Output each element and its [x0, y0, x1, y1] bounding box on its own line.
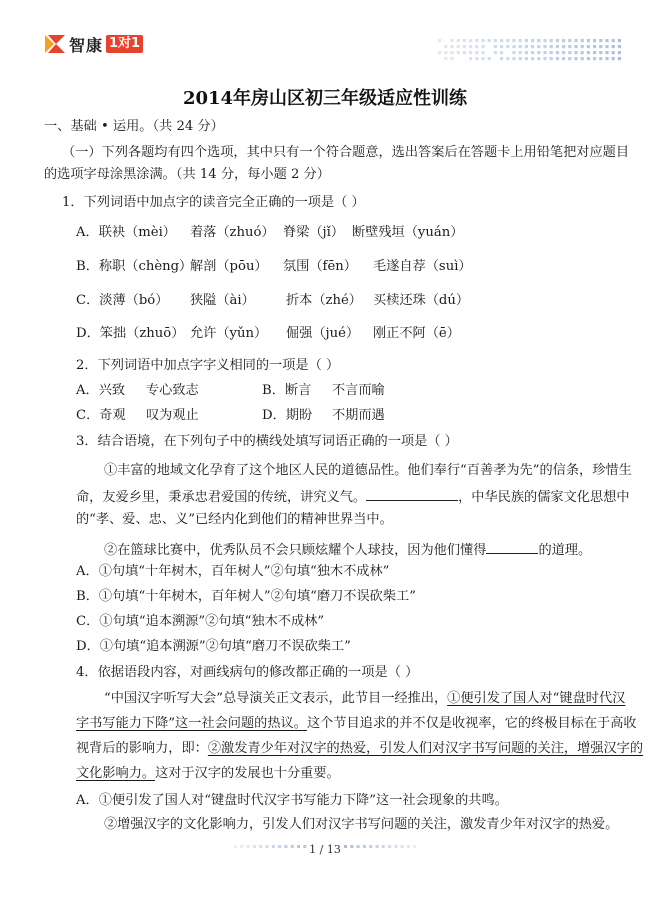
brand-logo: [44, 33, 143, 55]
q1-option-c-2: 狭隘（ài）: [190, 293, 255, 308]
q4-passage-line-1: [104, 690, 625, 708]
q1-option-a-3: 脊梁（jǐ）: [283, 225, 345, 240]
q4-passage-text-4: 这对于汉字的发展也十分重要。: [155, 766, 340, 781]
q3-answer-blank-1: [366, 486, 458, 501]
q3-option-c: C．①句填“追本溯源”②句填“独木不成林”: [76, 614, 325, 629]
q2-option-a-1: A．兴致: [76, 383, 126, 398]
q1-option-a-1: A．联袂（mèi）: [76, 225, 176, 240]
q1-option-c-3: 折本（zhé）: [286, 293, 362, 308]
q3-sentence-2: [104, 539, 591, 560]
q1-option-c-4: 买椟还珠（dú）: [373, 293, 470, 308]
q1-option-a-2: 着落（zhuó）: [190, 225, 275, 240]
q1-option-b-2: 解剖（pōu）: [190, 259, 268, 274]
q3-passage-line-3: 的“孝、爱、忠、义”已经内化到他们的精神世界当中。: [76, 512, 393, 527]
q3-sentence-2-end: 的道理。: [538, 543, 592, 558]
q1-option-d-2: 允许（yǔn）: [190, 326, 268, 341]
q4-passage-line-4: [76, 765, 340, 783]
q4-option-a-line-2: ②增强汉字的文化影响力，引发人们对汉字书写问题的关注，激发青少年对汉字的热爱。: [104, 817, 619, 832]
q3-passage-text-cont: ，中华民族的儒家文化思想中: [458, 490, 630, 505]
header-dot-pattern: [434, 36, 624, 62]
q3-sentence-2-text: ②在篮球比赛中，优秀队员不会只顾炫耀个人球技，因为他们懂得: [104, 543, 487, 558]
logo-mark-icon: [44, 33, 66, 55]
q3-option-b: B．①句填“十年树木，百年树人”②句填“磨刀不误砍柴工”: [76, 589, 416, 604]
q2-stem: 2．下列词语中加点字字义相同的一项是（ ）: [76, 358, 340, 373]
q4-passage-text: “中国汉字听写大会”总导演关正文表示，此节目一经推出，: [104, 691, 448, 706]
q4-passage-text-2: 这个节目追求的并不仅是收视率，它的终极目标在于高收: [306, 716, 637, 731]
q1-option-c-1: C．淡薄（bó）: [76, 293, 169, 308]
q1-option-a-4: 断壁残垣（yuán）: [352, 225, 464, 240]
q4-underlined-sentence-1-cont: 字书写能力下降”这一社会问题的热议。: [76, 716, 307, 731]
page-header: [0, 0, 650, 62]
q3-passage-line-1: ①丰富的地域文化孕育了这个地区人民的道德品性。他们奉行“百善孝为先”的信条，珍惜生: [104, 463, 632, 478]
q2-option-b-2: 不言而喻: [332, 383, 385, 398]
q2-option-d-1: D．期盼: [262, 408, 313, 423]
instruction-line-2: 的选项字母涂黑涂满。（共 14 分，每小题 2 分）: [44, 167, 330, 182]
q3-passage-text: 命，友爱乡里，秉承忠君爱国的传统，讲究义气。: [76, 490, 367, 505]
q4-stem: 4．依据语段内容，对画线病句的修改都正确的一项是（ ）: [76, 665, 419, 680]
page-title: 2014年房山区初三年级适应性训练: [182, 88, 468, 109]
q1-option-d-1: D．笨拙（zhuō）: [76, 326, 185, 341]
q2-option-b-1: B．断言: [262, 383, 312, 398]
q4-underlined-sentence-2-cont: 文化影响力。: [76, 766, 156, 781]
q2-option-c-1: C．奇观: [76, 408, 126, 423]
brand-name: 智康: [69, 35, 104, 55]
q1-option-b-3: 氛围（fēn）: [283, 259, 357, 274]
q4-underlined-sentence-1: ①便引发了国人对“键盘时代汉: [447, 691, 626, 706]
section-heading: 一、基础 • 运用。（共 24 分）: [44, 119, 224, 134]
instruction-line-1: （一）下列各题均有四个选项，其中只有一个符合题意，选出答案后在答题卡上用铅笔把对应题目: [62, 145, 630, 160]
q3-stem: 3．结合语境，在下列句子中的横线处填写词语正确的一项是（ ）: [76, 434, 458, 449]
q4-passage-line-3: [76, 740, 643, 758]
q2-option-d-2: 不期而遇: [332, 408, 385, 423]
q4-underlined-sentence-2: ②激发青少年对汉字的热爱，引发人们对汉字书写问题的关注，增强汉字的: [207, 741, 644, 756]
q1-option-b-4: 毛遂自荐（suì）: [373, 259, 472, 274]
q4-option-a-line-1: A．①便引发了国人对“键盘时代汉字书写能力下降”这一社会现象的共鸣。: [76, 793, 508, 808]
q1-stem: 1．下列词语中加点字的读音完全正确的一项是（ ）: [62, 195, 365, 210]
q3-passage-line-2: [76, 486, 630, 507]
footer-dots-right: [342, 843, 420, 851]
q2-option-a-2: 专心致志: [146, 383, 199, 398]
page-footer: [0, 838, 650, 857]
q3-option-d: D．①句填“追本溯源”②句填“磨刀不误砍柴工”: [76, 639, 351, 654]
q3-answer-blank-2: [486, 539, 538, 554]
q2-option-c-2: 叹为观止: [146, 408, 199, 423]
q1-option-d-3: 倔强（jué）: [286, 326, 360, 341]
brand-badge: 1对1: [106, 35, 143, 53]
q4-passage-line-2: [76, 715, 637, 733]
q3-option-a: A．①句填“十年树木，百年树人”②句填“独木不成林”: [76, 564, 390, 579]
q1-option-d-4: 刚正不阿（ē）: [373, 326, 460, 341]
q1-option-b-1: B．称职（chèng）: [76, 259, 193, 274]
q4-passage-text-3: 视背后的影响力，即：: [76, 741, 208, 756]
page-number: 1 / 13: [309, 843, 341, 856]
